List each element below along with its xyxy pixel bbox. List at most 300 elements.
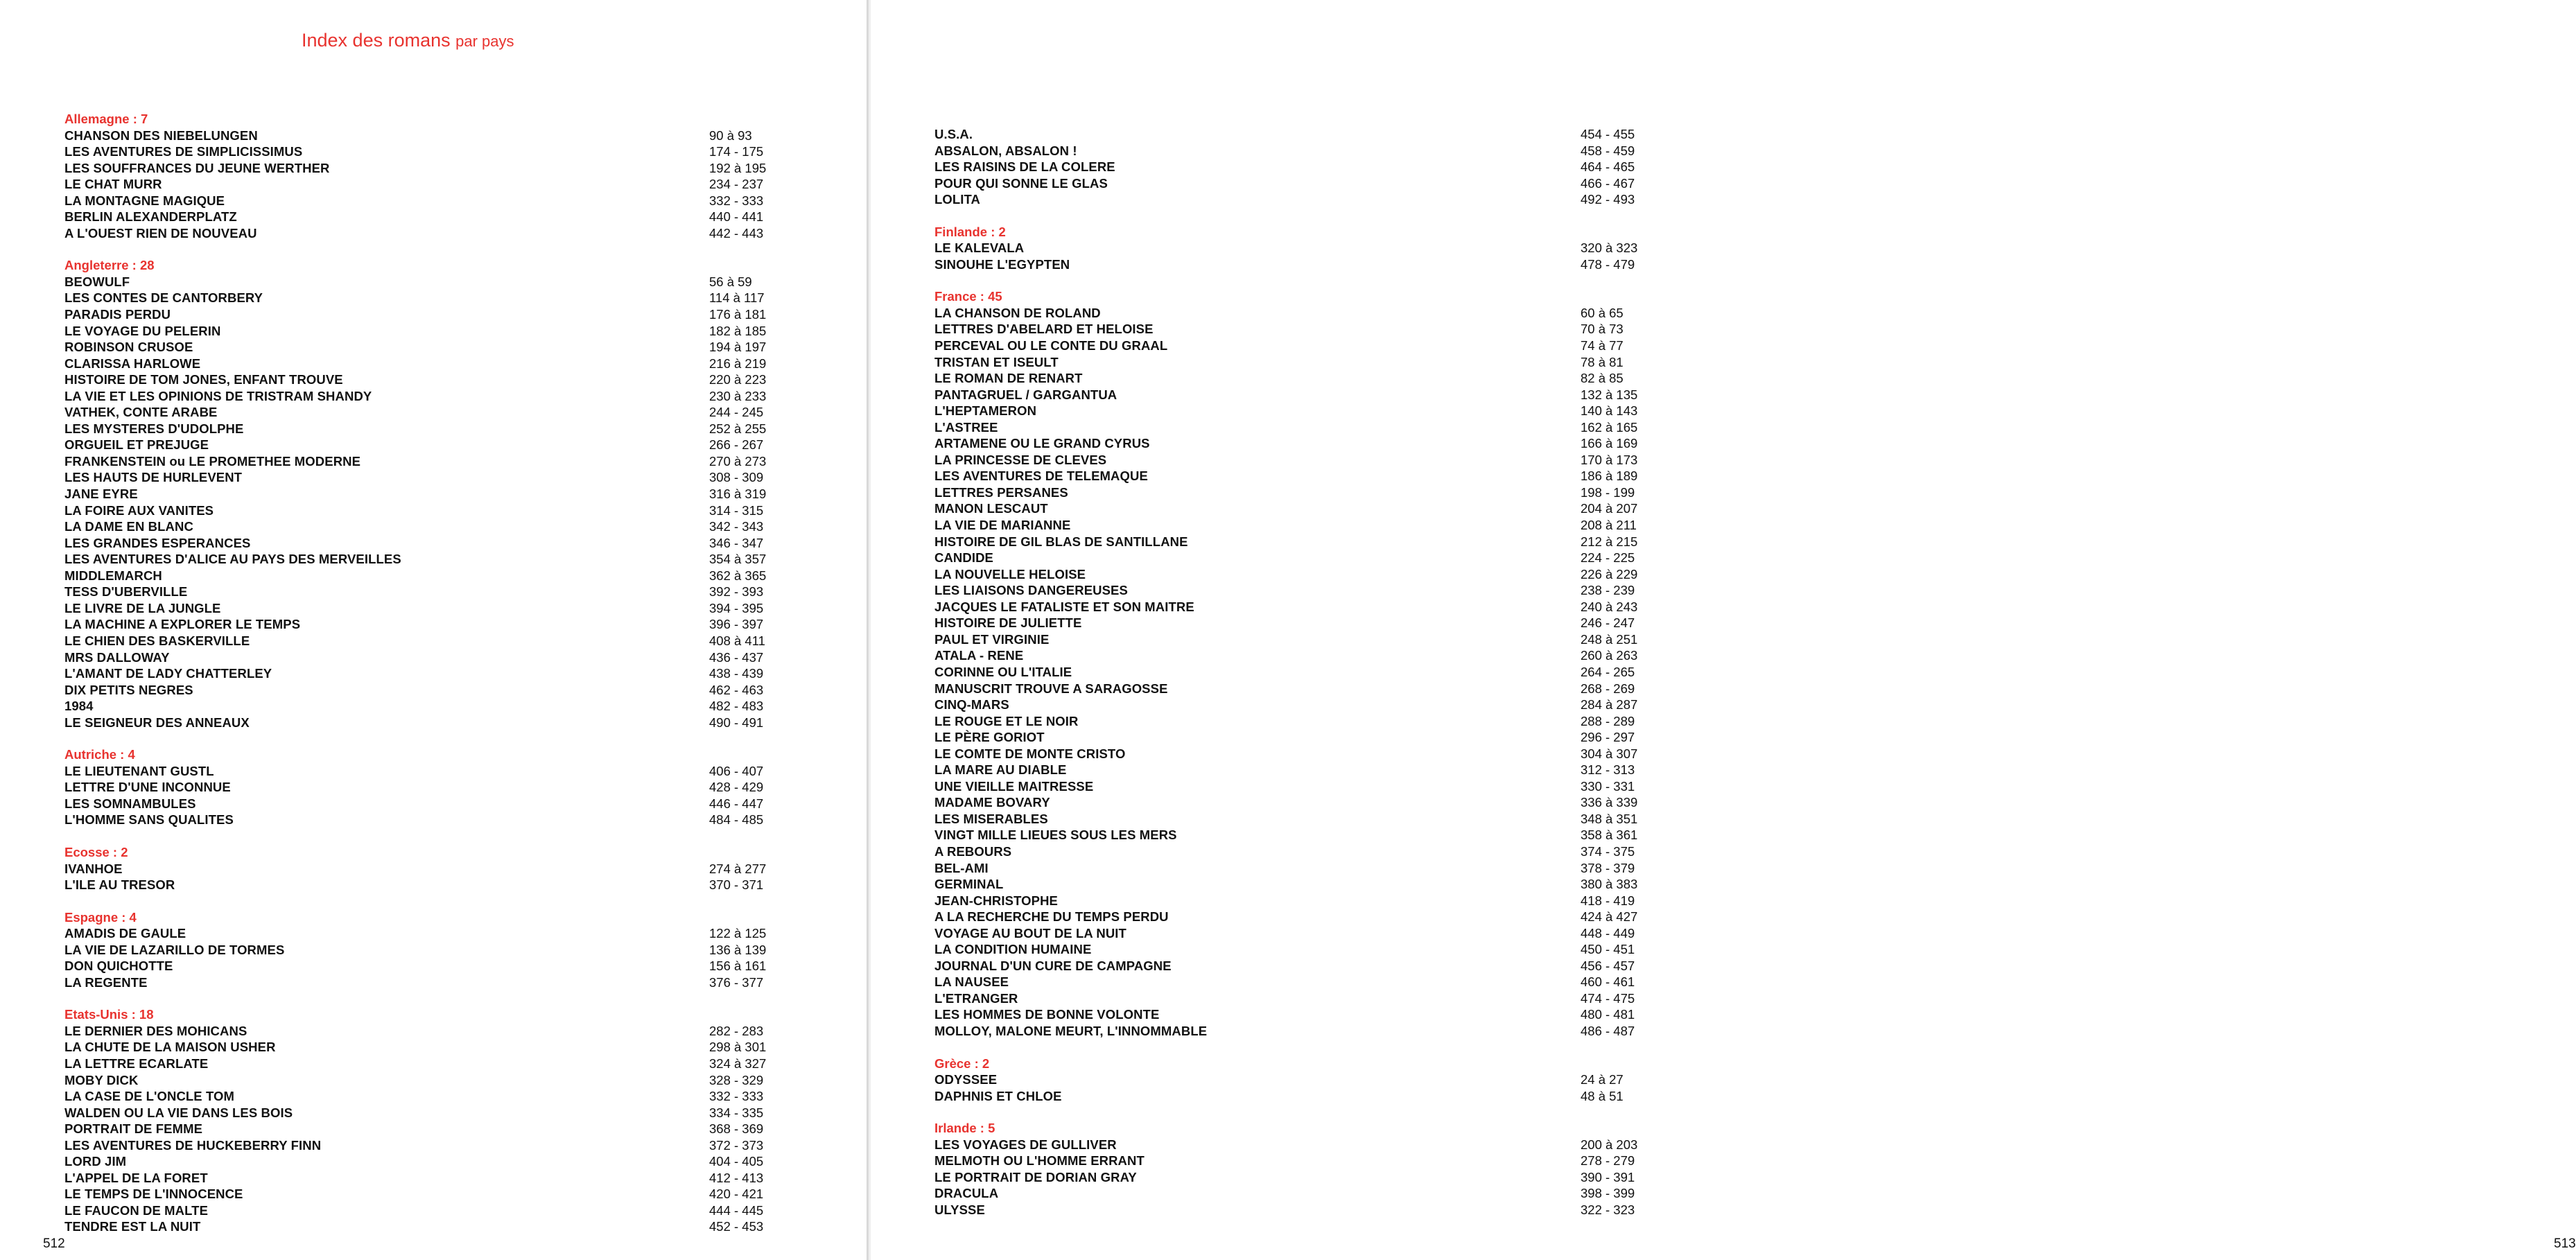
index-entry: [934, 925, 1635, 942]
index-entry: [64, 469, 772, 486]
novel-title: LA CONDITION HUMAINE: [934, 942, 1092, 957]
index-entry: [64, 1218, 772, 1235]
page-range: 78 à 81: [1581, 354, 1624, 369]
novel-title: ARTAMENE OU LE GRAND CYRUS: [934, 436, 1150, 451]
page-range: 226 à 229: [1581, 566, 1638, 581]
novel-title: A L'OUEST RIEN DE NOUVEAU: [64, 225, 257, 240]
page-range: 418 - 419: [1581, 893, 1635, 908]
page-range: 270 à 273: [709, 453, 767, 469]
index-entry: [934, 338, 1635, 354]
page-range: 362 à 365: [709, 568, 767, 583]
novel-title: MELMOTH OU L'HOMME ERRANT: [934, 1153, 1145, 1169]
page-range: 490 - 491: [709, 715, 764, 730]
index-entry: [64, 486, 772, 502]
novel-title: LA CASE DE L'ONCLE TOM: [64, 1089, 235, 1104]
index-entry: [934, 240, 1638, 256]
index-entry: [64, 974, 772, 991]
page-range: 474 - 475: [1581, 990, 1635, 1006]
novel-title: LE SEIGNEUR DES ANNEAUX: [64, 715, 250, 730]
index-entry: [64, 665, 772, 682]
page-range: 282 - 283: [709, 1023, 764, 1038]
page-range: 448 - 449: [1581, 925, 1635, 940]
novel-title: MADAME BOVARY: [934, 795, 1050, 810]
page-range: 268 - 269: [1581, 681, 1635, 696]
index-entry: [64, 274, 772, 290]
page-range: 334 - 335: [709, 1105, 764, 1120]
novel-title: LETTRES PERSANES: [934, 484, 1068, 500]
page-range: 312 - 313: [1581, 762, 1635, 778]
index-entry: [64, 535, 772, 552]
page-range: 398 - 399: [1581, 1186, 1635, 1201]
novel-title: ORGUEIL ET PREJUGE: [64, 437, 209, 453]
page-range: 204 à 207: [1581, 501, 1638, 516]
novel-title: LES AVENTURES DE SIMPLICISSIMUS: [64, 144, 303, 159]
novel-title: LES HAUTS DE HURLEVENT: [64, 470, 243, 485]
novel-title: POUR QUI SONNE LE GLAS: [934, 175, 1108, 191]
index-entry: [64, 779, 772, 796]
index-entry: [64, 649, 772, 666]
page-range: 264 - 265: [1581, 664, 1635, 679]
novel-title: CHANSON DES NIEBELUNGEN: [64, 128, 258, 143]
index-entry: [64, 1137, 772, 1154]
page-range: 458 - 459: [1581, 143, 1635, 158]
page-range: 314 - 315: [709, 502, 764, 518]
page-range: 332 - 333: [709, 1089, 764, 1104]
page-range: 200 à 203: [1581, 1137, 1638, 1152]
index-entry: [934, 941, 1635, 958]
page-range: 442 - 443: [709, 225, 764, 240]
page-range: 284 à 287: [1581, 697, 1638, 712]
novel-title: ROBINSON CRUSOE: [64, 340, 193, 355]
page-range: 248 à 251: [1581, 631, 1638, 647]
novel-title: LES GRANDES ESPERANCES: [64, 535, 251, 550]
page-range: 440 - 441: [709, 209, 764, 225]
right-index-column: [934, 111, 1638, 1234]
index-entry: [934, 500, 1638, 517]
index-section: [64, 909, 772, 991]
index-entry: [934, 729, 1635, 746]
novel-title: LE ROUGE ET LE NOIR: [934, 713, 1079, 728]
novel-title: LE DERNIER DES MOHICANS: [64, 1023, 247, 1038]
novel-title: BERLIN ALEXANDERPLATZ: [64, 209, 237, 225]
index-entry: [934, 647, 1638, 664]
novel-title: A LA RECHERCHE DU TEMPS PERDU: [934, 909, 1169, 925]
novel-title: TRISTAN ET ISEULT: [934, 354, 1059, 369]
novel-title: U.S.A.: [934, 127, 973, 141]
country-heading: Grèce : 2: [934, 1056, 990, 1071]
page-range: 308 - 309: [709, 470, 764, 485]
page-range: 90 à 93: [709, 128, 752, 143]
index-entry: [64, 323, 772, 340]
page-range: 82 à 85: [1581, 371, 1624, 386]
novel-title: LA LETTRE ECARLATE: [64, 1056, 209, 1071]
novel-title: DIX PETITS NEGRES: [64, 682, 193, 697]
novel-title: LOLITA: [934, 192, 981, 207]
index-entry: [934, 191, 1635, 208]
index-entry: [64, 698, 772, 715]
novel-title: MOBY DICK: [64, 1072, 139, 1087]
index-entry: [64, 225, 772, 242]
novel-title: HISTOIRE DE JULIETTE: [934, 615, 1082, 631]
page-range: 304 à 307: [1581, 746, 1638, 761]
page-range: 238 - 239: [1581, 583, 1635, 598]
page-range: 324 à 327: [709, 1056, 767, 1071]
index-entry: [64, 421, 772, 437]
index-entry: [934, 126, 1635, 143]
index-entry: [934, 354, 1635, 371]
novel-title: LE FAUCON DE MALTE: [64, 1202, 209, 1218]
index-entry: [64, 682, 772, 699]
index-entry: [64, 942, 772, 959]
index-entry: [64, 502, 772, 519]
novel-title: LE LIVRE DE LA JUNGLE: [64, 600, 221, 615]
page-range: 246 - 247: [1581, 615, 1635, 631]
index-entry: [64, 861, 772, 877]
page-range: 378 - 379: [1581, 860, 1635, 875]
page-range: 48 à 51: [1581, 1088, 1624, 1103]
novel-title: L'AMANT DE LADY CHATTERLEY: [64, 666, 272, 681]
index-entry: [64, 584, 772, 600]
right-page: [871, 0, 2576, 1260]
page-range: 460 - 461: [1581, 974, 1635, 990]
page-range: 486 - 487: [1581, 1023, 1635, 1038]
index-entry: [64, 339, 772, 356]
page-range: 198 - 199: [1581, 484, 1635, 500]
country-heading: Espagne : 4: [64, 909, 137, 925]
novel-title: FRANKENSTEIN ou LE PROMETHEE MODERNE: [64, 453, 361, 469]
country-heading: Finlande : 2: [934, 224, 1006, 239]
page-range: 370 - 371: [709, 877, 764, 893]
index-entry: [934, 452, 1638, 469]
page-range: 480 - 481: [1581, 1007, 1635, 1022]
index-entry: [934, 143, 1635, 159]
page-range: 252 à 255: [709, 421, 767, 436]
index-entry: [934, 664, 1635, 681]
page-range: 404 - 405: [709, 1154, 764, 1169]
index-entry: [934, 305, 1635, 322]
index-section: [64, 1006, 772, 1235]
novel-title: LES CONTES DE CANTORBERY: [64, 290, 263, 306]
index-entry: [64, 371, 772, 388]
novel-title: LE CHAT MURR: [64, 177, 162, 192]
page-range: 216 à 219: [709, 356, 767, 371]
index-entry: [64, 1023, 772, 1040]
index-entry: [934, 1153, 1635, 1169]
index-entry: [64, 128, 772, 144]
novel-title: BEOWULF: [64, 274, 130, 289]
page-range: 330 - 331: [1581, 778, 1635, 794]
page-range: 56 à 59: [709, 274, 752, 289]
novel-title: DRACULA: [934, 1186, 999, 1201]
index-entry: [64, 404, 772, 421]
novel-title: PARADIS PERDU: [64, 307, 171, 322]
index-entry: [934, 860, 1635, 877]
novel-title: MRS DALLOWAY: [64, 649, 170, 665]
country-heading: Irlande : 5: [934, 1121, 995, 1136]
novel-title: PERCEVAL OU LE CONTE DU GRAAL: [934, 338, 1168, 353]
novel-title: LE KALEVALA: [934, 240, 1025, 256]
index-entry: [934, 175, 1635, 192]
novel-title: JANE EYRE: [64, 487, 138, 502]
page-range: 298 à 301: [709, 1040, 767, 1055]
page-range: 194 à 197: [709, 340, 767, 355]
novel-title: LES AVENTURES DE TELEMAQUE: [934, 469, 1148, 484]
index-entry: [934, 321, 1635, 338]
index-entry: [64, 388, 772, 405]
novel-title: 1984: [64, 699, 94, 714]
page-range: 438 - 439: [709, 666, 764, 681]
novel-title: VOYAGE AU BOUT DE LA NUIT: [934, 925, 1126, 940]
page-range: 212 à 215: [1581, 534, 1638, 549]
page-range: 24 à 27: [1581, 1072, 1624, 1087]
page-range: 484 - 485: [709, 812, 764, 828]
index-entry: [64, 356, 772, 372]
novel-title: CINQ-MARS: [934, 697, 1009, 712]
novel-title: LA REGENTE: [64, 974, 148, 990]
index-entry: [934, 1006, 1635, 1023]
index-entry: [934, 435, 1638, 452]
page-range: 456 - 457: [1581, 958, 1635, 973]
index-entry: [934, 1169, 1635, 1186]
index-entry: [934, 631, 1638, 648]
novel-title: L'ASTREE: [934, 419, 998, 435]
index-entry: [934, 974, 1635, 990]
novel-title: WALDEN OU LA VIE DANS LES BOIS: [64, 1105, 293, 1120]
index-entry: [934, 256, 1635, 273]
index-entry: [934, 697, 1638, 713]
novel-title: LES AVENTURES D'ALICE AU PAYS DES MERVEILLES: [64, 552, 401, 567]
novel-title: LETTRE D'UNE INCONNUE: [64, 780, 231, 795]
page-range: 374 - 375: [1581, 843, 1635, 859]
index-entry: [934, 843, 1635, 860]
page-range: 346 - 347: [709, 535, 764, 550]
index-entry: [64, 518, 772, 535]
index-entry: [934, 1202, 1635, 1218]
page-range: 336 à 339: [1581, 795, 1638, 810]
index-entry: [64, 600, 772, 617]
novel-title: MIDDLEMARCH: [64, 568, 162, 583]
page-range: 208 à 211: [1581, 518, 1637, 533]
novel-title: L'HOMME SANS QUALITES: [64, 812, 234, 828]
index-section: [64, 844, 772, 893]
novel-title: LE LIEUTENANT GUSTL: [64, 763, 214, 778]
page-range: 436 - 437: [709, 649, 764, 665]
index-entry: [934, 746, 1638, 762]
index-entry: [934, 681, 1635, 697]
index-entry: [934, 387, 1638, 403]
index-entry: [934, 582, 1635, 599]
novel-title: SINOUHE L'EGYPTEN: [934, 256, 1070, 272]
novel-title: VATHEK, CONTE ARABE: [64, 405, 218, 420]
novel-title: MANON LESCAUT: [934, 501, 1048, 516]
index-entry: [64, 958, 772, 974]
novel-title: LES MYSTERES D'UDOLPHE: [64, 421, 244, 436]
index-section: [934, 126, 1635, 208]
page-range: 464 - 465: [1581, 159, 1635, 175]
index-entry: [934, 762, 1635, 778]
index-entry: [64, 176, 772, 193]
novel-title: DON QUICHOTTE: [64, 959, 173, 974]
novel-title: UNE VIEILLE MAITRESSE: [934, 778, 1094, 794]
page-range: 424 à 427: [1581, 909, 1638, 925]
page-range: 260 à 263: [1581, 648, 1638, 663]
index-entry: [64, 568, 772, 584]
page-range: 406 - 407: [709, 763, 764, 778]
page-range: 454 - 455: [1581, 127, 1635, 141]
index-entry: [934, 370, 1635, 387]
index-section: [934, 1120, 1638, 1218]
page-range: 412 - 413: [709, 1170, 764, 1185]
page-range: 368 - 369: [709, 1121, 764, 1137]
country-heading: Angleterre : 28: [64, 258, 155, 273]
page-range: 316 à 319: [709, 487, 767, 502]
novel-title: LA MONTAGNE MAGIQUE: [64, 193, 225, 208]
page-range: 60 à 65: [1581, 305, 1624, 320]
page-number-right: 513: [2554, 1236, 2576, 1251]
index-section: [64, 257, 772, 730]
index-entry: [64, 715, 772, 731]
index-entry: [64, 453, 772, 470]
novel-title: PAUL ET VIRGINIE: [934, 631, 1050, 647]
novel-title: LE PORTRAIT DE DORIAN GRAY: [934, 1169, 1137, 1184]
page-range: 322 - 323: [1581, 1202, 1635, 1217]
page-title: [302, 30, 514, 51]
novel-title: LES RAISINS DE LA COLERE: [934, 159, 1115, 175]
page-range: 372 - 373: [709, 1137, 764, 1153]
novel-title: JEAN-CHRISTOPHE: [934, 893, 1058, 908]
index-entry: [934, 876, 1638, 893]
page-range: 288 - 289: [1581, 713, 1635, 728]
page-range: 446 - 447: [709, 796, 764, 811]
novel-title: LA MARE AU DIABLE: [934, 762, 1067, 778]
novel-title: LA VIE ET LES OPINIONS DE TRISTRAM SHANDY: [64, 388, 372, 403]
index-entry: [64, 437, 772, 453]
novel-title: GERMINAL: [934, 877, 1004, 892]
page-range: 274 à 277: [709, 861, 767, 876]
novel-title: LA FOIRE AUX VANITES: [64, 502, 214, 518]
novel-title: LA VIE DE MARIANNE: [934, 518, 1071, 533]
index-entry: [934, 550, 1635, 566]
index-entry: [64, 143, 772, 160]
page-range: 394 - 395: [709, 600, 764, 615]
left-page: [0, 0, 867, 1260]
novel-title: LE COMTE DE MONTE CRISTO: [934, 746, 1126, 761]
novel-title: JOURNAL D'UN CURE DE CAMPAGNE: [934, 958, 1172, 973]
index-entry: [64, 763, 772, 780]
novel-title: LES SOUFFRANCES DU JEUNE WERTHER: [64, 160, 330, 175]
index-entry: [64, 290, 772, 306]
index-entry: [934, 159, 1635, 175]
page-range: 396 - 397: [709, 617, 764, 632]
page-range: 348 à 351: [1581, 811, 1638, 826]
novel-title: TESS D'UBERVILLE: [64, 584, 188, 600]
index-entry: [64, 1039, 772, 1056]
page-number-left: 512: [43, 1236, 65, 1251]
novel-title: LA MACHINE A EXPLORER LE TEMPS: [64, 617, 301, 632]
index-entry: [934, 468, 1638, 484]
index-entry: [64, 616, 772, 633]
page-range: 390 - 391: [1581, 1169, 1635, 1184]
novel-title: CLARISSA HARLOWE: [64, 356, 201, 371]
index-section: [64, 111, 772, 241]
page-range: 358 à 361: [1581, 828, 1638, 843]
country-heading: Autriche : 4: [64, 747, 135, 762]
novel-title: AMADIS DE GAULE: [64, 926, 186, 941]
novel-title: IVANHOE: [64, 861, 123, 876]
index-entry: [934, 1088, 1635, 1105]
page-range: 136 à 139: [709, 942, 767, 957]
novel-title: CANDIDE: [934, 550, 993, 566]
page-range: 296 - 297: [1581, 730, 1635, 745]
page-title-main: Index des romans: [302, 30, 451, 51]
page-range: 182 à 185: [709, 323, 767, 338]
page-range: 162 à 165: [1581, 419, 1638, 435]
novel-title: LES LIAISONS DANGEREUSES: [934, 583, 1128, 598]
page-range: 452 - 453: [709, 1219, 764, 1234]
novel-title: LA NAUSEE: [934, 974, 1009, 990]
index-section: [934, 288, 1638, 1039]
index-entry: [64, 1186, 772, 1202]
index-section: [934, 224, 1638, 273]
country-heading: France : 45: [934, 289, 1002, 304]
novel-title: ULYSSE: [934, 1202, 985, 1217]
novel-title: TENDRE EST LA NUIT: [64, 1219, 201, 1234]
page-range: 328 - 329: [709, 1072, 764, 1087]
index-entry: [64, 160, 772, 177]
novel-title: L'ETRANGER: [934, 990, 1018, 1006]
index-entry: [64, 1202, 772, 1219]
index-entry: [934, 615, 1635, 631]
page-range: 140 à 143: [1581, 403, 1638, 419]
novel-title: A REBOURS: [934, 843, 1012, 859]
index-entry: [934, 419, 1638, 436]
page-range: 174 - 175: [709, 144, 764, 159]
novel-title: LES MISERABLES: [934, 811, 1048, 826]
index-entry: [64, 1072, 772, 1089]
novel-title: BEL-AMI: [934, 860, 989, 875]
index-entry: [64, 1088, 772, 1105]
country-heading: Etats-Unis : 18: [64, 1007, 154, 1022]
novel-title: HISTOIRE DE GIL BLAS DE SANTILLANE: [934, 534, 1188, 549]
index-entry: [934, 778, 1635, 795]
novel-title: L'ILE AU TRESOR: [64, 877, 175, 893]
page-range: 114 à 117: [709, 290, 765, 306]
page-range: 462 - 463: [709, 682, 764, 697]
page-range: 220 à 223: [709, 372, 767, 387]
novel-title: LA CHUTE DE LA MAISON USHER: [64, 1040, 276, 1055]
novel-title: LA VIE DE LAZARILLO DE TORMES: [64, 942, 285, 957]
page-range: 240 à 243: [1581, 599, 1638, 614]
page-range: 408 à 411: [709, 633, 765, 648]
index-entry: [934, 1185, 1635, 1202]
page-range: 392 - 393: [709, 584, 764, 600]
index-entry: [934, 713, 1635, 730]
novel-title: CORINNE OU L'ITALIE: [934, 664, 1072, 679]
index-entry: [64, 812, 772, 828]
page-range: 444 - 445: [709, 1202, 764, 1218]
page-range: 176 à 181: [709, 307, 767, 322]
index-entry: [64, 633, 772, 649]
page-range: 234 - 237: [709, 177, 764, 192]
novel-title: PORTRAIT DE FEMME: [64, 1121, 203, 1137]
page-range: 380 à 383: [1581, 877, 1638, 892]
page-range: 156 à 161: [709, 959, 767, 974]
novel-title: DAPHNIS ET CHLOE: [934, 1088, 1062, 1103]
index-entry: [934, 893, 1635, 909]
index-entry: [64, 1105, 772, 1121]
page-range: 122 à 125: [709, 926, 767, 941]
novel-title: VINGT MILLE LIEUES SOUS LES MERS: [934, 828, 1177, 843]
